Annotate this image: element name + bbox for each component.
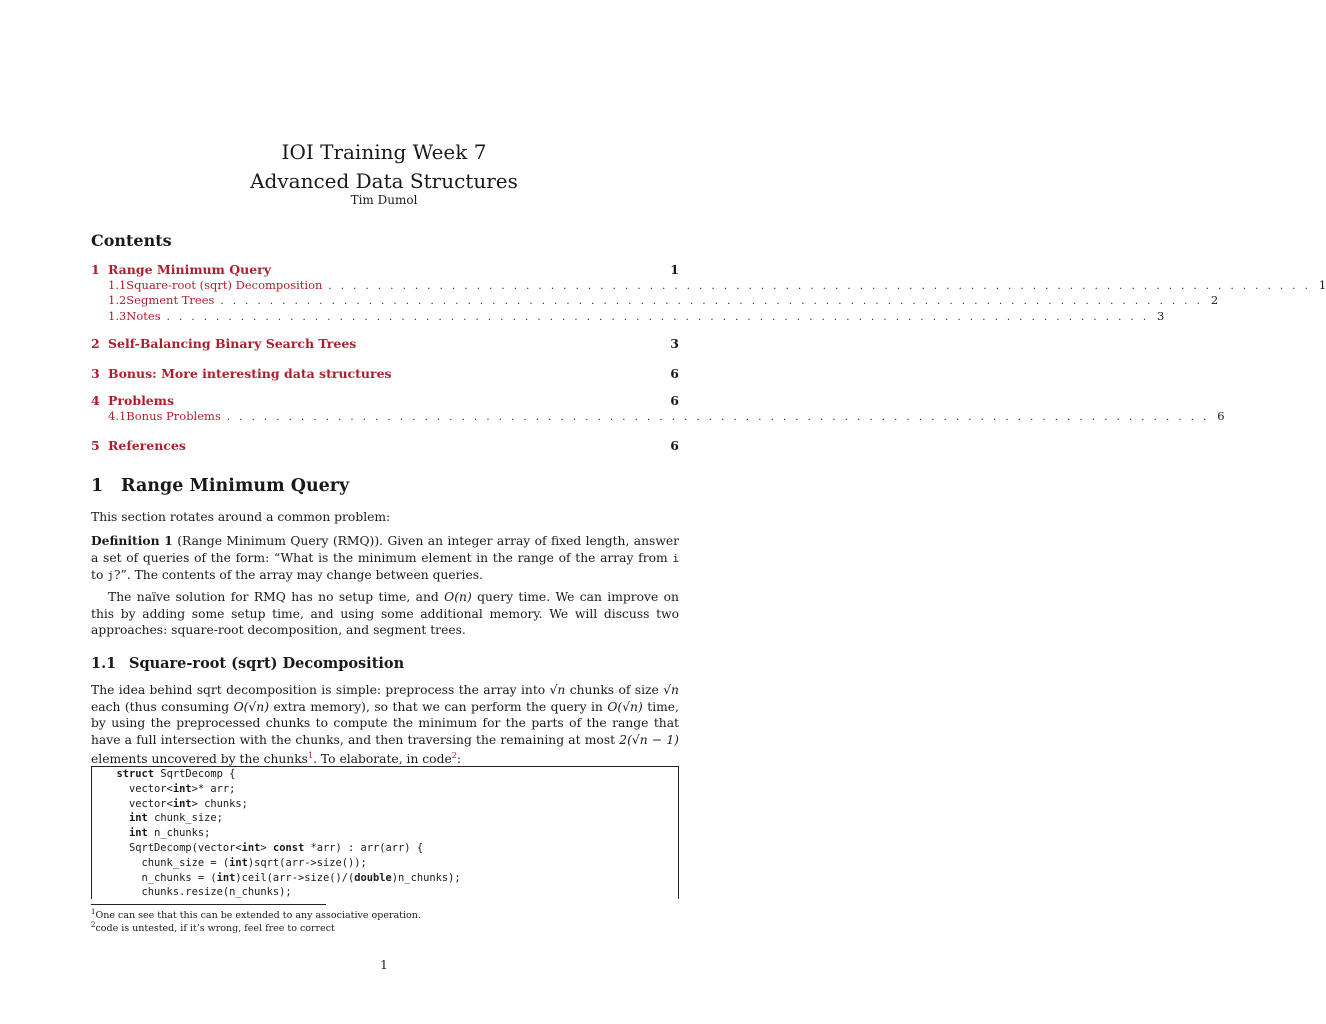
toc-entry-number: 2 bbox=[91, 336, 100, 351]
code-keyword: int bbox=[241, 841, 261, 854]
toc-entry-number: 3 bbox=[91, 366, 100, 381]
definition-paragraph bbox=[91, 533, 679, 585]
code-keyword: int bbox=[172, 797, 192, 810]
toc-entry-label: References bbox=[108, 438, 186, 453]
code-line: chunk_size = (int)sqrt(arr->size()); bbox=[104, 856, 367, 869]
code-keyword: int bbox=[172, 782, 192, 795]
toc-entry[interactable] bbox=[91, 278, 1326, 292]
footnote-text-1: One can see that this can be extended to any associative operation. bbox=[95, 910, 421, 922]
code-line: SqrtDecomp(vector<int> const *arr) : arr(arr) { bbox=[104, 841, 424, 854]
toc-entry-number: 1 bbox=[91, 262, 100, 277]
toc-entry-number: 5 bbox=[91, 438, 100, 453]
toc-entry-label: Problems bbox=[108, 393, 175, 408]
sqrt-text-h: : bbox=[456, 752, 461, 767]
definition-text: Given an integer array of fixed length, answer a set of queries of the form: “What is the minimum element in the range of the array from bbox=[91, 534, 679, 565]
toc-entry-number: 4.1 bbox=[108, 409, 127, 423]
footnote-text-2: code is untested, if it’s wrong, feel free to correct bbox=[95, 923, 335, 935]
toc-entry-label: Notes bbox=[126, 309, 161, 323]
code-line: struct SqrtDecomp { bbox=[116, 768, 236, 780]
code-line: n_chunks = (int)ceil(arr->size()/(double)n_chunks); bbox=[104, 871, 461, 884]
toc-entry-number: 4 bbox=[91, 393, 100, 408]
definition-label: Definition 1 bbox=[91, 533, 173, 548]
footnote-ref-2[interactable]: 2 bbox=[451, 751, 457, 760]
toc-entry-label: Bonus Problems bbox=[126, 409, 221, 423]
footnote-mark-1: 1 bbox=[91, 908, 96, 916]
document-title: IOI Training Week 7 bbox=[281, 140, 487, 164]
code-line: chunks.resize(n_chunks); bbox=[104, 886, 292, 899]
contents-heading: Contents bbox=[91, 231, 172, 250]
intro-paragraph: This section rotates around a common problem: bbox=[91, 510, 391, 524]
code-keyword: int bbox=[129, 812, 148, 825]
toc-entry[interactable] bbox=[91, 366, 679, 381]
naive-text-b: query time. We can improve on this by adding some setup time, and using some additional memory. We will discuss two approaches: square-root decomposition, and segment trees. bbox=[91, 590, 679, 637]
o-sqrt-n-2: O(√n) bbox=[607, 699, 643, 714]
toc-entry-page: 1 bbox=[670, 262, 679, 277]
naive-solution-paragraph bbox=[91, 589, 679, 639]
toc-entry[interactable] bbox=[91, 438, 679, 453]
code-keyword: int bbox=[229, 856, 248, 869]
code-keyword: struct bbox=[116, 768, 155, 780]
sqrt-text-b: chunks of size bbox=[569, 683, 659, 697]
toc-leader-dots: . . . . . . . . . . . . . . . . . . . . . . . . . . . . . . . . . . . . . . . . . . . . . . . . . . . . . . . . . . . . . . . . . . . . . . . . . . . . . . . . bbox=[328, 281, 1311, 292]
sqrt-text-a: The idea behind sqrt decomposition is simple: preprocess the array into bbox=[91, 683, 546, 697]
definition-text-end: ?”. The contents of the array may change between queries. bbox=[113, 568, 483, 582]
big-o-n: O(n) bbox=[444, 590, 472, 604]
toc-entry-number: 1.2 bbox=[108, 293, 127, 307]
toc-entry-page: 6 bbox=[670, 366, 679, 381]
toc-entry-label: Bonus: More interesting data structures bbox=[108, 366, 392, 381]
toc-entry-page: 6 bbox=[670, 438, 679, 453]
code-keyword: const bbox=[272, 841, 305, 854]
toc-entry-page: 3 bbox=[1157, 309, 1165, 323]
toc-entry-label: Range Minimum Query bbox=[108, 262, 272, 277]
toc-entry-number: 1.1 bbox=[108, 278, 127, 292]
toc-entry-page: 3 bbox=[670, 336, 679, 351]
toc-entry-page: 1 bbox=[1318, 278, 1326, 292]
toc-entry-label: Segment Trees bbox=[126, 293, 215, 307]
sqrt-decomposition-paragraph bbox=[91, 682, 679, 768]
subsection-heading-sqrt-decomposition bbox=[91, 655, 404, 672]
toc-entry[interactable] bbox=[91, 336, 679, 351]
sqrt-text-f: elements uncovered by the chunks bbox=[91, 752, 308, 767]
code-line: int chunk_size; bbox=[129, 812, 223, 825]
toc-entry-label: Self-Balancing Binary Search Trees bbox=[108, 336, 357, 351]
footnote-1 bbox=[91, 908, 421, 921]
footnote-ref-1[interactable]: 1 bbox=[307, 751, 314, 760]
toc-entry[interactable] bbox=[91, 309, 1165, 323]
code-line: vector<int> chunks; bbox=[104, 797, 248, 810]
inline-code-i: i bbox=[672, 551, 679, 565]
naive-text-a: The naïve solution for RMQ has no setup time, and bbox=[108, 590, 439, 604]
sqrt-text-d: extra memory), so that we can perform the query in bbox=[273, 699, 603, 714]
sqrt-text-c: each (thus consuming bbox=[91, 699, 230, 714]
subsection-title: Square-root (sqrt) Decomposition bbox=[129, 655, 405, 672]
toc-leader-dots: . . . . . . . . . . . . . . . . . . . . . . . . . . . . . . . . . . . . . . . . . . . . . . . . . . . . . . . . . . . . . . . . . . . . . . . . . . . . . . . . bbox=[220, 296, 1203, 307]
code-listing bbox=[91, 766, 679, 899]
inline-code-j: j bbox=[107, 569, 114, 582]
sqrt-n: √n bbox=[549, 683, 566, 697]
subsection-number: 1.1 bbox=[91, 655, 117, 672]
definition-text-to: to bbox=[91, 568, 104, 582]
toc-entry-page: 2 bbox=[1210, 293, 1219, 307]
footnote-2 bbox=[91, 921, 335, 934]
code-keyword: int bbox=[216, 871, 236, 884]
section-number: 1 bbox=[91, 476, 104, 496]
toc-entry[interactable] bbox=[91, 262, 679, 277]
section-heading-range-minimum-query bbox=[91, 476, 349, 496]
sqrt-n-2: √n bbox=[663, 683, 679, 697]
page-number: 1 bbox=[380, 958, 388, 972]
code-line: int n_chunks; bbox=[129, 827, 211, 840]
sqrt-bound: 2(√n − 1) bbox=[619, 732, 679, 747]
document-subtitle: Advanced Data Structures bbox=[250, 169, 518, 193]
toc-entry-number: 1.3 bbox=[108, 309, 127, 323]
section-title: Range Minimum Query bbox=[121, 476, 350, 496]
code-keyword: double bbox=[354, 871, 392, 884]
toc-entry[interactable] bbox=[91, 409, 1225, 423]
o-sqrt-n: O(√n) bbox=[233, 699, 269, 714]
toc-entry[interactable] bbox=[91, 293, 1219, 307]
sqrt-text-e: time, by using the preprocessed chunks to compute the minimum for the parts of the range that have a full intersection with the chunks, and then traversing the remaining at most bbox=[91, 699, 679, 747]
footnote-mark-2: 2 bbox=[91, 921, 96, 929]
document-author: Tim Dumol bbox=[350, 193, 418, 207]
code-line: vector<int>* arr; bbox=[104, 782, 236, 795]
toc-leader-dots: . . . . . . . . . . . . . . . . . . . . . . . . . . . . . . . . . . . . . . . . . . . . . . . . . . . . . . . . . . . . . . . . . . . . . . . . . . . . . . . . bbox=[166, 312, 1150, 323]
code-keyword: int bbox=[129, 827, 148, 840]
toc-entry-page: 6 bbox=[670, 393, 679, 408]
toc-entry-label: Square-root (sqrt) Decomposition bbox=[126, 278, 323, 292]
toc-entry-page: 6 bbox=[1217, 409, 1225, 423]
sqrt-text-g: . To elaborate, in code bbox=[313, 752, 452, 767]
toc-leader-dots: . . . . . . . . . . . . . . . . . . . . . . . . . . . . . . . . . . . . . . . . . . . . . . . . . . . . . . . . . . . . . . . . . . . . . . . . . . . . . . . . bbox=[226, 412, 1210, 423]
definition-name: (Range Minimum Query (RMQ)). bbox=[177, 534, 384, 548]
footnote-rule bbox=[91, 904, 326, 905]
toc-entry[interactable] bbox=[91, 393, 679, 408]
